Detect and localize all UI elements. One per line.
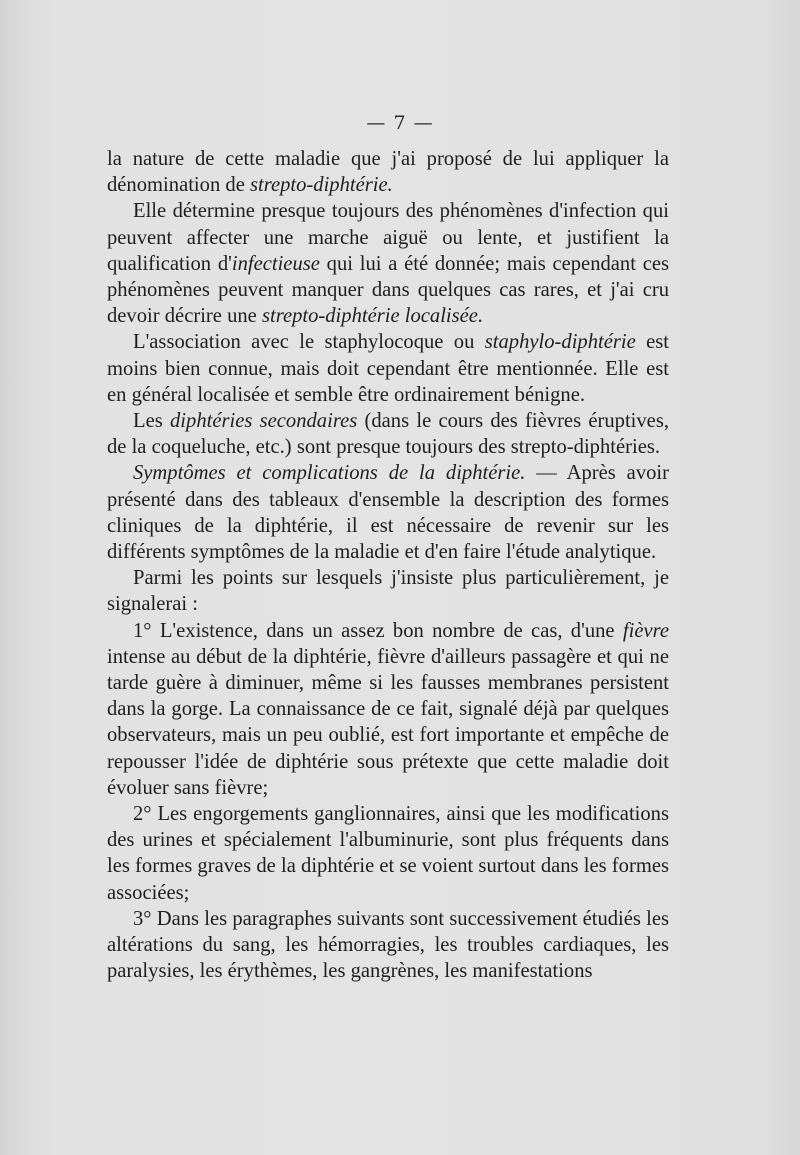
text-run: intense au début de la diphtérie, fièvre d'ailleurs passagère et qui ne tarde guère à diminuer, même si les fausses membranes persistent dans la gorge. La connaissance de ce fait, signalé déjà par quelques observateurs, mais un peu oublié, est fort importante et empêche de repousser l'idée de diphtérie sous prétexte que cette maladie doit évoluer sans fièvre; xyxy=(107,645,669,799)
text-run: Les xyxy=(133,410,170,433)
text-run: 2° Les engorgements ganglionnaires, ainsi que les modifications des urines et spécialement l'albuminurie, sont plus fréquents dans les formes graves de la diphtérie et se voient surtout dans les formes associées; xyxy=(107,803,669,904)
text-run: est moins bien connue, mais doit cependant être mentionnée. Elle est en général localisée et semble être ordinairement bénigne. xyxy=(107,331,669,406)
body-text xyxy=(107,146,669,985)
italic-text: fièvre xyxy=(622,619,669,642)
text-run: Elle détermine presque toujours des phénomènes d'infection qui peuvent affecter une marche aiguë ou lente, et justifient la qualification d' xyxy=(107,200,669,275)
paragraph xyxy=(107,460,669,565)
text-run: — Après avoir présenté dans des tableaux d'ensemble la description des formes cliniques de la diphtérie, il est nécessaire de revenir sur les différents symptômes de la maladie et d'en faire l'étude analytique. xyxy=(107,462,669,564)
page-number: — 7 — xyxy=(366,112,434,134)
paragraph xyxy=(107,329,669,408)
paragraph xyxy=(107,906,669,985)
text-run: (dans le cours des fièvres éruptives, de la coqueluche, etc.) sont presque toujours des strepto-diphtéries. xyxy=(107,410,669,459)
italic-text: strepto-diphtérie localisée. xyxy=(261,305,484,328)
paragraph xyxy=(107,565,669,617)
italic-text: diphtéries secondaires xyxy=(170,410,358,433)
paragraph xyxy=(107,198,669,329)
italic-text: strepto-diphtérie. xyxy=(249,174,393,197)
paragraph xyxy=(107,801,669,906)
text-run: Parmi les points sur lesquels j'insiste plus particulièrement, je signalerai : xyxy=(107,567,669,616)
text-run: la nature de cette maladie que j'ai proposé de lui appliquer la dénomination de xyxy=(107,148,669,197)
italic-text: infectieuse xyxy=(231,252,320,275)
text-run: 1° L'existence, dans un assez bon nombre de cas, d'une xyxy=(133,619,623,642)
italic-text: staphylo-diphtérie xyxy=(484,331,636,354)
paragraph xyxy=(107,408,669,460)
paragraph xyxy=(107,618,669,801)
text-run: 3° Dans les paragraphes suivants sont successivement étudiés les altérations du sang, les hémorragies, les troubles cardiaques, les paralysies, les érythèmes, les gangrènes, les manifestations xyxy=(107,907,669,983)
italic-text: Symptômes et complications de la diphtérie. xyxy=(133,462,526,485)
paragraph xyxy=(107,146,669,198)
text-run: L'association avec le staphylocoque ou xyxy=(133,331,485,354)
text-run: qui lui a été donnée; mais cependant ces phénomènes peuvent manquer dans quelques cas rares, et j'ai cru devoir décrire une xyxy=(107,252,669,328)
